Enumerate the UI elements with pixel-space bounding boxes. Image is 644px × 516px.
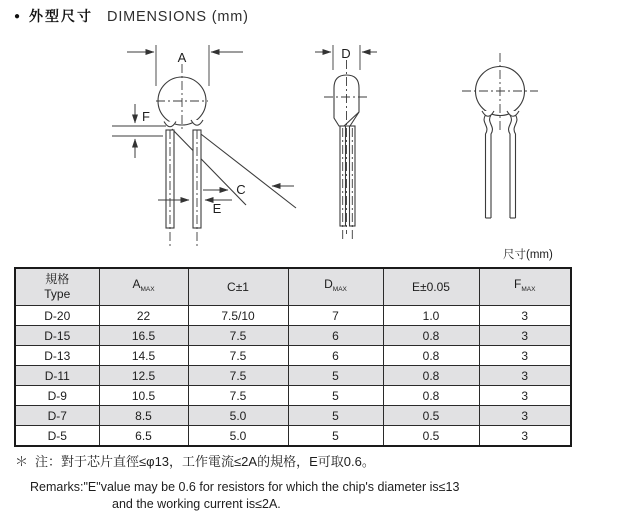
cell-e: 0.8 — [383, 366, 479, 386]
cell-e: 0.5 — [383, 406, 479, 426]
cell-d: 5 — [288, 426, 383, 447]
title-en: DIMENSIONS (mm) — [107, 9, 249, 25]
cell-f: 3 — [479, 366, 571, 386]
bullet-icon: ● — [14, 11, 21, 22]
col-header-c: C±1 — [188, 268, 288, 306]
dim-label-a: A — [177, 50, 187, 65]
table-header-row — [15, 268, 571, 306]
cell-e: 0.8 — [383, 326, 479, 346]
cell-c: 7.5 — [188, 366, 288, 386]
front-view-drawing — [112, 45, 296, 246]
col-header-type-en: Type — [44, 287, 71, 301]
cell-a: 8.5 — [99, 406, 188, 426]
dim-label-f: F — [142, 109, 150, 124]
cell-c: 7.5 — [188, 326, 288, 346]
cell-type: D-5 — [15, 426, 99, 447]
dimensions-table — [14, 267, 572, 447]
kinked-lead-drawing — [462, 53, 538, 218]
cell-d: 5 — [288, 386, 383, 406]
cell-d: 5 — [288, 406, 383, 426]
dim-label-c: C — [236, 182, 246, 197]
table-row — [15, 406, 571, 426]
cell-c: 5.0 — [188, 406, 288, 426]
dim-label-d: D — [341, 46, 351, 61]
side-view-drawing — [315, 45, 377, 240]
cell-a: 12.5 — [99, 366, 188, 386]
cell-e: 1.0 — [383, 306, 479, 326]
cell-d: 5 — [288, 366, 383, 386]
dim-label-e: E — [212, 201, 222, 216]
cell-f: 3 — [479, 326, 571, 346]
col-header-d: $D_{MAX}$ — [288, 268, 383, 306]
cell-f: 3 — [479, 386, 571, 406]
cell-a: 10.5 — [99, 386, 188, 406]
cell-a: 22 — [99, 306, 188, 326]
cell-d: 6 — [288, 326, 383, 346]
unit-label: 尺寸(mm) — [503, 249, 553, 261]
cell-f: 3 — [479, 306, 571, 326]
cell-f: 3 — [479, 406, 571, 426]
table-row — [15, 306, 571, 326]
remarks-line2: and the working current is≤2A. — [112, 497, 281, 511]
cell-e: 0.8 — [383, 386, 479, 406]
cell-type: D-20 — [15, 306, 99, 326]
cell-type: D-7 — [15, 406, 99, 426]
cell-d: 7 — [288, 306, 383, 326]
cell-e: 0.8 — [383, 346, 479, 366]
cell-c: 7.5 — [188, 346, 288, 366]
remarks-line1: Remarks:"E"value may be 0.6 for resistors for which the chip's diameter is≤13 — [30, 480, 460, 494]
cell-c: 7.5/10 — [188, 306, 288, 326]
col-header-f: $F_{MAX}$ — [479, 268, 571, 306]
cjk-footnote — [15, 451, 375, 470]
col-header-a: $A_{MAX}$ — [99, 268, 188, 306]
col-header-e: E±0.05 — [383, 268, 479, 306]
table-row — [15, 366, 571, 386]
cell-type: D-11 — [15, 366, 99, 386]
cell-type: D-9 — [15, 386, 99, 406]
cell-a: 6.5 — [99, 426, 188, 447]
table-row — [15, 386, 571, 406]
cell-type: D-13 — [15, 346, 99, 366]
cell-e: 0.5 — [383, 426, 479, 447]
cell-a: 16.5 — [99, 326, 188, 346]
table-row — [15, 426, 571, 447]
table-row — [15, 346, 571, 366]
cell-f: 3 — [479, 426, 571, 447]
cell-a: 14.5 — [99, 346, 188, 366]
table-row — [15, 326, 571, 346]
cell-type: D-15 — [15, 326, 99, 346]
cell-c: 5.0 — [188, 426, 288, 447]
cell-f: 3 — [479, 346, 571, 366]
col-header-type — [15, 268, 99, 306]
asterisk-marker: ＊ — [15, 454, 29, 469]
title-cjk: 外型尺寸 — [29, 8, 94, 24]
cjk-footnote-text: 注：對于芯片直徑≤φ13，工作電流≤2A的規格，E可取0.6。 — [35, 454, 375, 469]
col-header-type-cjk: 規格 — [45, 272, 70, 286]
cell-c: 7.5 — [188, 386, 288, 406]
cell-d: 6 — [288, 346, 383, 366]
